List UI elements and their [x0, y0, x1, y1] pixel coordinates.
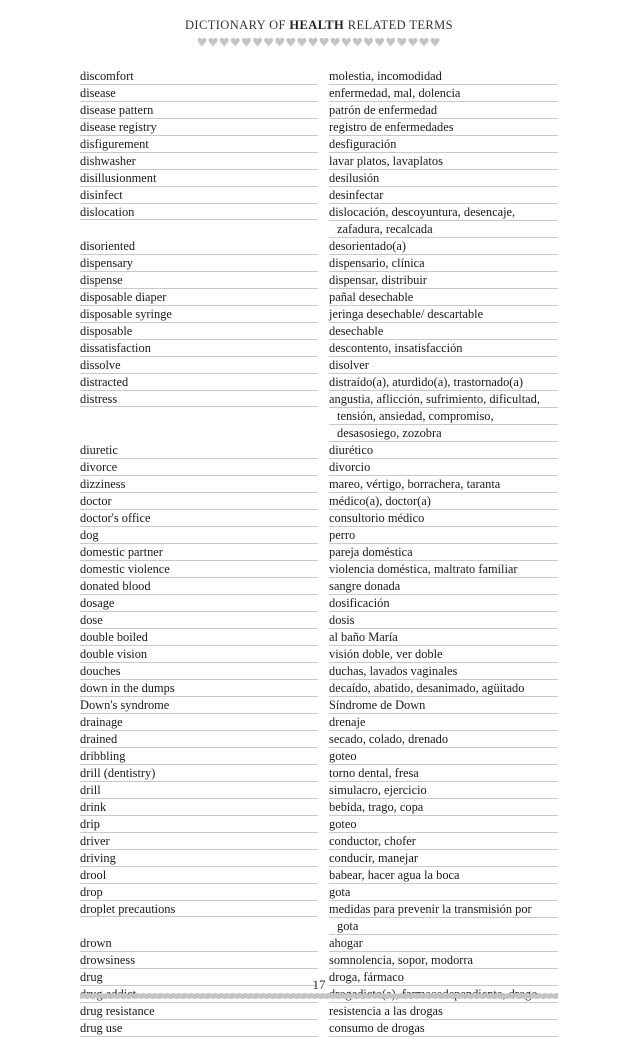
glossary-entry [80, 1003, 558, 1020]
english-term: disposable [80, 324, 133, 338]
glossary-entry [80, 663, 558, 680]
english-term: dishwasher [80, 154, 136, 168]
heart-icon [220, 38, 229, 47]
spanish-translation [329, 884, 558, 901]
translation-line: patrón de enfermedad [329, 102, 558, 119]
heart-icon [342, 38, 351, 47]
spanish-translation [329, 306, 558, 323]
heart-ornament-row [198, 37, 444, 47]
glossary-entry [80, 697, 558, 714]
term-rule [80, 406, 318, 407]
spanish-translation [329, 697, 558, 714]
glossary-entry [80, 714, 558, 731]
translation-line: desfiguración [329, 136, 558, 153]
heart-icon [297, 38, 306, 47]
spanish-translation [329, 102, 558, 119]
english-term: dissolve [80, 358, 121, 372]
glossary-entry [80, 782, 558, 799]
translation-line: torno dental, fresa [329, 765, 558, 782]
glossary-entry [80, 238, 558, 255]
english-term: drip [80, 817, 100, 831]
translation-line: molestia, incomodidad [329, 68, 558, 85]
glossary-entry [80, 374, 558, 391]
english-term: disfigurement [80, 137, 149, 151]
glossary-entry [80, 391, 558, 442]
spanish-translation [329, 323, 558, 340]
english-term: disinfect [80, 188, 123, 202]
spanish-translation [329, 765, 558, 782]
spanish-translation [329, 340, 558, 357]
spanish-translation [329, 391, 558, 442]
glossary-entry [80, 833, 558, 850]
glossary-entry [80, 204, 558, 238]
translation-line: angustia, aflicción, sufrimiento, dificultad, [329, 391, 558, 408]
heart-icon [386, 38, 395, 47]
glossary-entry [80, 272, 558, 289]
heart-icon [209, 38, 218, 47]
spanish-translation [329, 799, 558, 816]
spanish-translation [329, 816, 558, 833]
glossary-entry [80, 527, 558, 544]
translation-line: dislocación, descoyuntura, desencaje, [329, 204, 558, 221]
term-rule [80, 219, 318, 220]
english-term: drug use [80, 1021, 123, 1035]
english-term: drug [80, 970, 103, 984]
spanish-translation [329, 748, 558, 765]
spanish-translation [329, 714, 558, 731]
heart-icon [397, 38, 406, 47]
english-term: droplet precautions [80, 902, 176, 916]
spanish-translation [329, 629, 558, 646]
spanish-translation [329, 357, 558, 374]
translation-line: pareja doméstica [329, 544, 558, 561]
english-term: dose [80, 613, 103, 627]
glossary-entry [80, 884, 558, 901]
spanish-translation [329, 187, 558, 204]
spanish-translation [329, 901, 558, 935]
heart-icon [331, 38, 340, 47]
translation-line: al baño María [329, 629, 558, 646]
spanish-translation [329, 238, 558, 255]
english-term: drained [80, 732, 118, 746]
glossary-entry [80, 323, 558, 340]
translation-line: lavar platos, lavaplatos [329, 153, 558, 170]
english-term: donated blood [80, 579, 151, 593]
english-term: double vision [80, 647, 148, 661]
translation-line: disolver [329, 357, 558, 374]
glossary-entry [80, 442, 558, 459]
glossary-entry [80, 459, 558, 476]
english-term: dislocation [80, 205, 135, 219]
glossary-entry [80, 340, 558, 357]
translation-line: jeringa desechable/ descartable [329, 306, 558, 323]
translation-line: decaído, abatido, desanimado, agüitado [329, 680, 558, 697]
english-term: domestic partner [80, 545, 163, 559]
spanish-translation [329, 578, 558, 595]
footer-ornament-bar [80, 992, 558, 1000]
english-term: dosage [80, 596, 115, 610]
glossary-entry [80, 85, 558, 102]
spanish-translation [329, 442, 558, 459]
translation-line: dosis [329, 612, 558, 629]
translation-line: registro de enfermedades [329, 119, 558, 136]
english-term: drown [80, 936, 112, 950]
english-term: disposable syringe [80, 307, 172, 321]
spanish-translation [329, 510, 558, 527]
english-term: Down's syndrome [80, 698, 170, 712]
glossary-entry [80, 357, 558, 374]
translation-line: dosificación [329, 595, 558, 612]
english-term: driver [80, 834, 110, 848]
glossary-entry [80, 476, 558, 493]
glossary-entry [80, 493, 558, 510]
translation-line: sangre donada [329, 578, 558, 595]
heart-icon [353, 38, 362, 47]
translation-line: consultorio médico [329, 510, 558, 527]
heart-icon [286, 38, 295, 47]
translation-line: enfermedad, mal, dolencia [329, 85, 558, 102]
glossary-entry [80, 102, 558, 119]
heart-icon [309, 38, 318, 47]
page-number: 17 [312, 977, 326, 992]
english-term: drink [80, 800, 107, 814]
spanish-translation [329, 136, 558, 153]
translation-line: droga, fármaco [329, 969, 558, 986]
english-term: divorce [80, 460, 118, 474]
translation-line: médico(a), doctor(a) [329, 493, 558, 510]
footer-ornament-shape [80, 993, 558, 999]
translation-line: gota [329, 884, 558, 901]
glossary-entry [80, 799, 558, 816]
spanish-translation [329, 85, 558, 102]
glossary-entry [80, 136, 558, 153]
heart-icon [231, 38, 240, 47]
spanish-translation [329, 272, 558, 289]
spanish-translation [329, 595, 558, 612]
glossary-entry [80, 816, 558, 833]
glossary-entry [80, 544, 558, 561]
spanish-translation [329, 833, 558, 850]
translation-line: duchas, lavados vaginales [329, 663, 558, 680]
header-bold-word: HEALTH [289, 18, 345, 32]
translation-continuation-line: zafadura, recalcada [329, 221, 558, 238]
translation-line: violencia doméstica, maltrato familiar [329, 561, 558, 578]
glossary-entry [80, 68, 558, 85]
translation-line: dispensario, clínica [329, 255, 558, 272]
glossary-entry [80, 170, 558, 187]
spanish-translation [329, 731, 558, 748]
translation-line: Síndrome de Down [329, 697, 558, 714]
spanish-translation [329, 153, 558, 170]
translation-line: secado, colado, drenado [329, 731, 558, 748]
glossary-entry [80, 867, 558, 884]
english-term: drug resistance [80, 1004, 155, 1018]
english-term: distress [80, 392, 118, 406]
glossary-entry [80, 289, 558, 306]
english-term: dog [80, 528, 99, 542]
translation-line: conductor, chofer [329, 833, 558, 850]
translation-line: desilusión [329, 170, 558, 187]
translation-line: descontento, insatisfacción [329, 340, 558, 357]
english-term: dizziness [80, 477, 126, 491]
glossary-entry [80, 187, 558, 204]
glossary-entry [80, 1020, 558, 1037]
english-term: dispensary [80, 256, 133, 270]
term-rule [80, 916, 318, 917]
translation-line: resistencia a las drogas [329, 1003, 558, 1020]
translation-line: medidas para prevenir la transmisión por [329, 901, 558, 918]
english-term: disease [80, 86, 116, 100]
heart-icon [375, 38, 384, 47]
heart-icon [431, 38, 440, 47]
translation-line: diurético [329, 442, 558, 459]
spanish-translation [329, 612, 558, 629]
english-term: domestic violence [80, 562, 170, 576]
glossary-entry [80, 680, 558, 697]
heart-icon [242, 38, 251, 47]
header-suffix: RELATED TERMS [347, 18, 454, 32]
spanish-translation [329, 170, 558, 187]
heart-icon [275, 38, 284, 47]
glossary-entry [80, 629, 558, 646]
spanish-translation [329, 680, 558, 697]
translation-line: distraído(a), aturdido(a), trastornado(a) [329, 374, 558, 391]
spanish-translation [329, 527, 558, 544]
spanish-translation [329, 850, 558, 867]
spanish-translation [329, 544, 558, 561]
glossary-entry [80, 255, 558, 272]
spanish-translation [329, 119, 558, 136]
spanish-translation [329, 782, 558, 799]
english-term: disposable diaper [80, 290, 167, 304]
english-term: drainage [80, 715, 123, 729]
translation-line: goteo [329, 748, 558, 765]
glossary-entry [80, 952, 558, 969]
spanish-translation [329, 663, 558, 680]
glossary-entry [80, 510, 558, 527]
glossary-entry [80, 578, 558, 595]
spanish-translation [329, 68, 558, 85]
translation-continuation-line: desasosiego, zozobra [329, 425, 558, 442]
heart-icon [408, 38, 417, 47]
glossary-entry [80, 935, 558, 952]
glossary-entry [80, 153, 558, 170]
english-term: drop [80, 885, 103, 899]
translation-line: desechable [329, 323, 558, 340]
translation-line: pañal desechable [329, 289, 558, 306]
translation-line: ahogar [329, 935, 558, 952]
header-prefix: DICTIONARY OF [184, 18, 286, 32]
english-term: douches [80, 664, 121, 678]
spanish-translation [329, 1003, 558, 1020]
english-term: double boiled [80, 630, 148, 644]
heart-icon [320, 38, 329, 47]
spanish-translation [329, 867, 558, 884]
glossary-entry [80, 561, 558, 578]
english-term: dissatisfaction [80, 341, 151, 355]
translation-line: visión doble, ver doble [329, 646, 558, 663]
english-term: disillusionment [80, 171, 157, 185]
spanish-translation [329, 476, 558, 493]
spanish-translation [329, 493, 558, 510]
english-term: drool [80, 868, 107, 882]
translation-line: consumo de drogas [329, 1020, 558, 1037]
english-term: doctor [80, 494, 112, 508]
translation-line: drenaje [329, 714, 558, 731]
glossary-entry [80, 306, 558, 323]
spanish-translation [329, 646, 558, 663]
spanish-translation [329, 459, 558, 476]
spanish-translation [329, 561, 558, 578]
english-term: diuretic [80, 443, 118, 457]
spanish-translation [329, 374, 558, 391]
translation-line: mareo, vértigo, borrachera, taranta [329, 476, 558, 493]
glossary-entry [80, 731, 558, 748]
translation-continuation-line: tensión, ansiedad, compromiso, [329, 408, 558, 425]
translation-line: goteo [329, 816, 558, 833]
translation-line: bebida, trago, copa [329, 799, 558, 816]
translation-line: dispensar, distribuir [329, 272, 558, 289]
translation-line: somnolencia, sopor, modorra [329, 952, 558, 969]
english-term: drill (dentistry) [80, 766, 156, 780]
glossary-entry [80, 765, 558, 782]
glossary-entry [80, 901, 558, 935]
english-term: disease pattern [80, 103, 154, 117]
heart-icon [420, 38, 429, 47]
heart-icon [264, 38, 273, 47]
translation-line: desorientado(a) [329, 238, 558, 255]
spanish-translation [329, 1020, 558, 1037]
english-term: driving [80, 851, 116, 865]
translation-line: conducir, manejar [329, 850, 558, 867]
translation-continuation-line: gota [329, 918, 558, 935]
english-term: doctor's office [80, 511, 151, 525]
spanish-translation [329, 255, 558, 272]
english-term: discomfort [80, 69, 134, 83]
glossary-entry [80, 612, 558, 629]
glossary-entry [80, 850, 558, 867]
english-term: drill [80, 783, 101, 797]
spanish-translation [329, 952, 558, 969]
english-term: disoriented [80, 239, 136, 253]
english-term: down in the dumps [80, 681, 175, 695]
heart-icon [198, 38, 207, 47]
heart-icon [253, 38, 262, 47]
running-header [0, 18, 638, 33]
spanish-translation [329, 204, 558, 238]
translation-line: perro [329, 527, 558, 544]
english-term: disease registry [80, 120, 157, 134]
spanish-translation [329, 289, 558, 306]
english-term: dribbling [80, 749, 126, 763]
glossary-entry [80, 748, 558, 765]
translation-line: simulacro, ejercicio [329, 782, 558, 799]
english-term: drowsiness [80, 953, 136, 967]
english-term: distracted [80, 375, 129, 389]
glossary-entry [80, 595, 558, 612]
heart-icon [364, 38, 373, 47]
spanish-translation [329, 935, 558, 952]
glossary-list [80, 68, 558, 1037]
glossary-entry [80, 119, 558, 136]
translation-line: desinfectar [329, 187, 558, 204]
glossary-entry [80, 646, 558, 663]
english-term: dispense [80, 273, 123, 287]
translation-line: divorcio [329, 459, 558, 476]
translation-line: babear, hacer agua la boca [329, 867, 558, 884]
